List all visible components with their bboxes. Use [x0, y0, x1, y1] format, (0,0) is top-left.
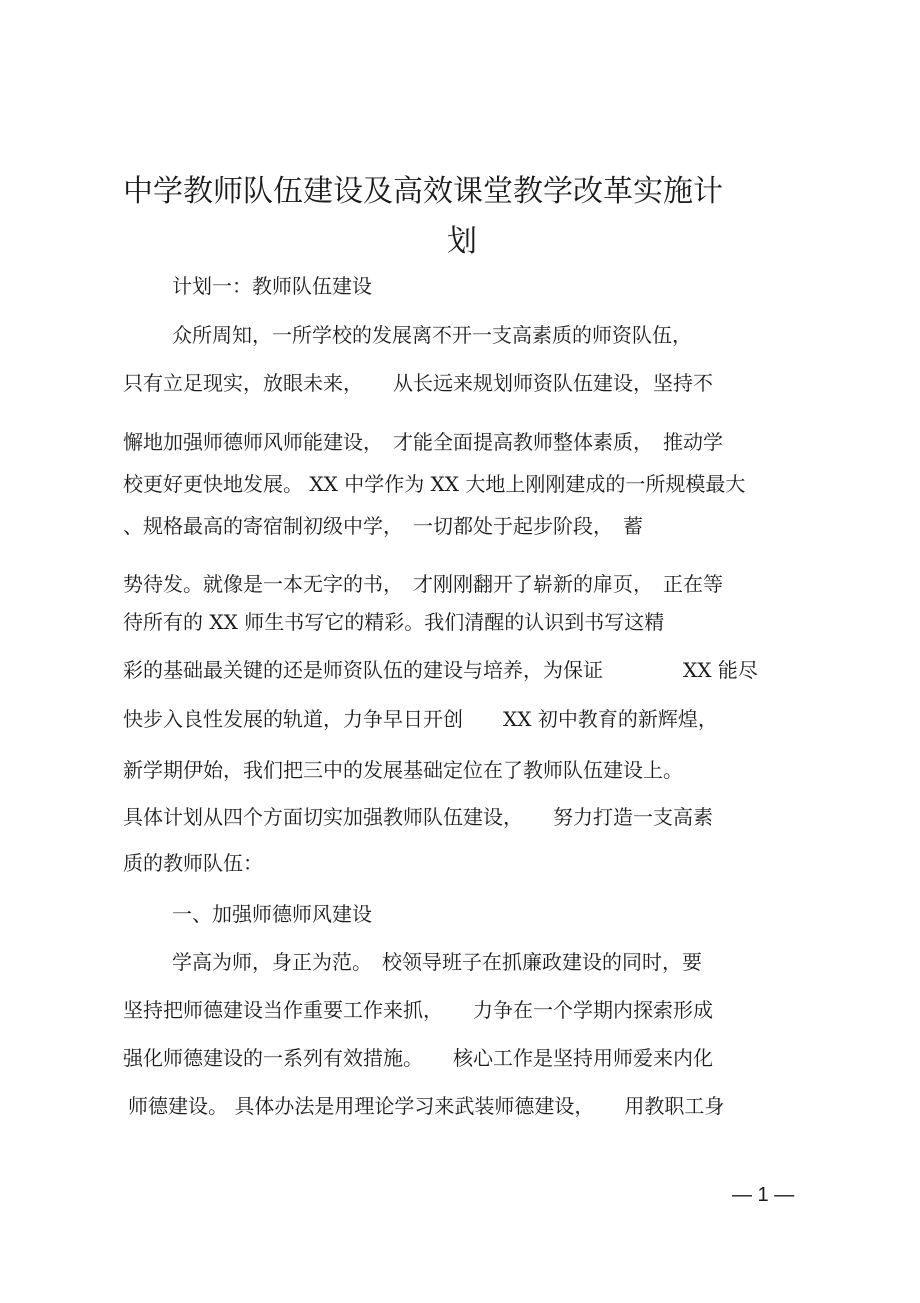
section-heading-ethics: 一、加强师德师风建设 [172, 902, 372, 926]
paragraph-line: 、规格最高的寄宿制初级中学， 一切都处于起步阶段， 蓄 [123, 514, 643, 538]
paragraph-line: 彩的基础最关键的还是师资队伍的建设与培养，为保证 XX 能尽 [123, 658, 758, 682]
paragraph-line: 势待发。就像是一本无字的书， 才刚刚翻开了崭新的扉页， 正在等 [123, 572, 723, 596]
paragraph-line: 学高为师，身正为范。 校领导班子在抓廉政建设的同时，要 [172, 950, 702, 974]
paragraph-line: 校更好更快地发展。 XX 中学作为 XX 大地上刚刚建成的一所规模最大 [123, 472, 746, 496]
document-title-line-1: 中学教师队伍建设及高效课堂教学改革实施计 [123, 174, 723, 209]
paragraph-line: 具体计划从四个方面切实加强教师队伍建设， 努力打造一支高素 [123, 805, 713, 829]
paragraph-line: 懈地加强师德师风师能建设， 才能全面提高教师整体素质， 推动学 [123, 430, 723, 454]
document-title-line-2: 划 [447, 224, 477, 259]
paragraph-line: 质的教师队伍： [123, 851, 263, 875]
paragraph-line: 众所周知，一所学校的发展离不开一支高素质的师资队伍， [172, 323, 692, 347]
page-number: — 1 — [732, 1184, 795, 1206]
paragraph-line: 强化师德建设的一系列有效措施。 核心工作是坚持用师爱来内化 [123, 1046, 713, 1070]
paragraph-line: 待所有的 XX 师生书写它的精彩。我们清醒的认识到书写这精 [123, 610, 665, 634]
paragraph-line: 师德建设。 具体办法是用理论学习来武装师德建设， 用教职工身 [128, 1094, 725, 1118]
paragraph-line: 新学期伊始，我们把三中的发展基础定位在了教师队伍建设上。 [123, 758, 683, 782]
paragraph-line: 只有立足现实，放眼未来， 从长远来规划师资队伍建设，坚持不 [123, 371, 713, 395]
paragraph-line: 坚持把师德建设当作重要工作来抓， 力争在一个学期内探索形成 [123, 998, 713, 1022]
section-heading-plan-one: 计划一：教师队伍建设 [172, 274, 372, 298]
paragraph-line: 快步入良性发展的轨道，力争早日开创 XX 初中教育的新辉煌， [123, 707, 718, 731]
